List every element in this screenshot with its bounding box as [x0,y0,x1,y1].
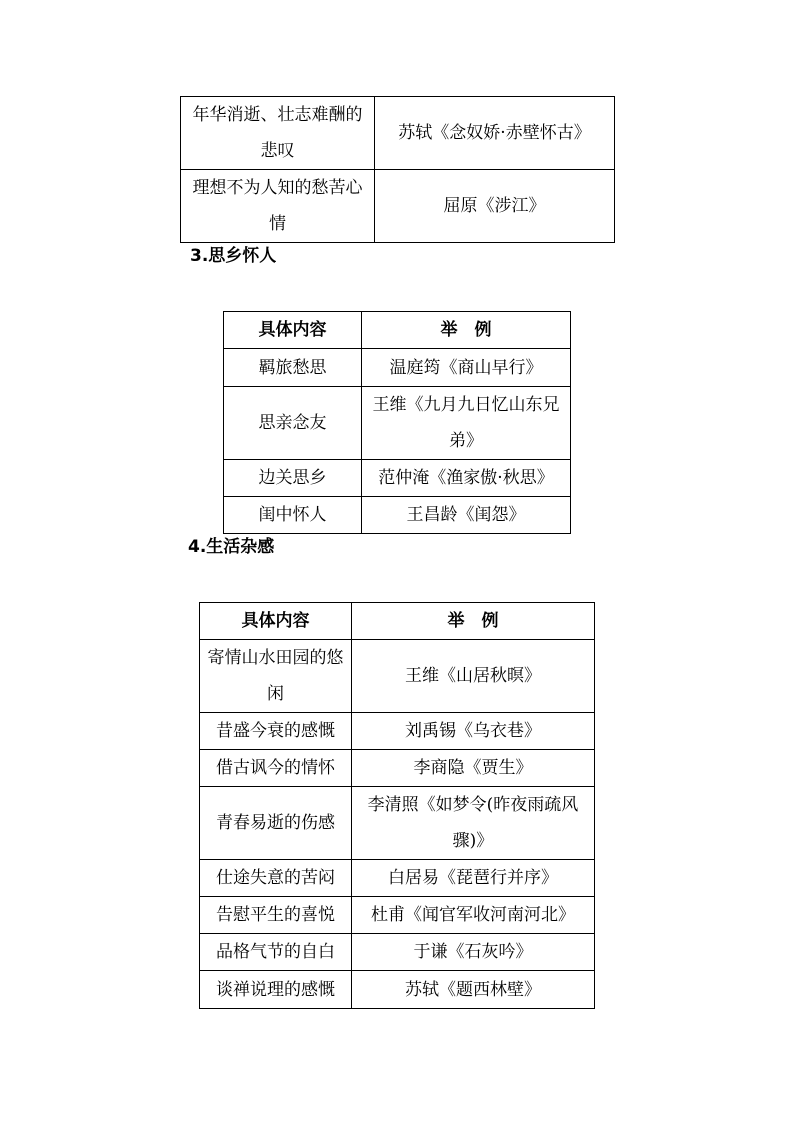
content-cell: 昔盛今衰的感慨 [200,713,352,750]
table-header-row [200,603,595,640]
table-row [224,387,571,460]
content-cell: 思亲念友 [224,387,362,460]
example-cell: 屈原《涉江》 [375,170,615,243]
example-cell: 白居易《琵琶行并序》 [352,860,595,897]
table-row [181,170,615,243]
content-cell: 谈禅说理的感慨 [200,971,352,1009]
table-row [224,460,571,497]
table-row [224,349,571,387]
content-cell: 品格气节的自白 [200,934,352,971]
example-cell: 李商隐《贾生》 [352,750,595,787]
content-cell: 理想不为人知的愁苦心情 [181,170,375,243]
example-cell: 李清照《如梦令(昨夜雨疏风骤)》 [352,787,595,860]
example-cell: 苏轼《念奴娇·赤壁怀古》 [375,97,615,170]
table-row [200,713,595,750]
content-cell: 告慰平生的喜悦 [200,897,352,934]
example-cell: 范仲淹《渔家傲·秋思》 [362,460,571,497]
header-example: 举 例 [362,312,571,349]
header-content: 具体内容 [200,603,352,640]
section-heading-life: 4.生活杂感 [188,537,275,557]
table-themes-continued [180,96,615,243]
example-cell: 王昌龄《闺怨》 [362,497,571,534]
example-cell: 王维《九月九日忆山东兄弟》 [362,387,571,460]
table-row [200,640,595,713]
table-row [200,897,595,934]
table-row [224,497,571,534]
content-cell: 年华消逝、壮志难酬的悲叹 [181,97,375,170]
example-cell: 温庭筠《商山早行》 [362,349,571,387]
example-cell: 刘禹锡《乌衣巷》 [352,713,595,750]
table-row [200,860,595,897]
content-cell: 青春易逝的伤感 [200,787,352,860]
example-cell: 于谦《石灰吟》 [352,934,595,971]
example-cell: 王维《山居秋暝》 [352,640,595,713]
table-row [200,750,595,787]
example-cell: 苏轼《题西林壁》 [352,971,595,1009]
content-cell: 边关思乡 [224,460,362,497]
section-heading-homesick: 3.思乡怀人 [190,246,277,266]
content-cell: 借古讽今的情怀 [200,750,352,787]
table-life-feelings [199,602,595,1009]
table-header-row [224,312,571,349]
example-cell: 杜甫《闻官军收河南河北》 [352,897,595,934]
table-row [200,787,595,860]
table-row [181,97,615,170]
header-example: 举 例 [352,603,595,640]
content-cell: 闺中怀人 [224,497,362,534]
table-homesick [223,311,571,534]
content-cell: 羁旅愁思 [224,349,362,387]
table-row [200,971,595,1009]
table-row [200,934,595,971]
content-cell: 寄情山水田园的悠闲 [200,640,352,713]
header-content: 具体内容 [224,312,362,349]
content-cell: 仕途失意的苦闷 [200,860,352,897]
